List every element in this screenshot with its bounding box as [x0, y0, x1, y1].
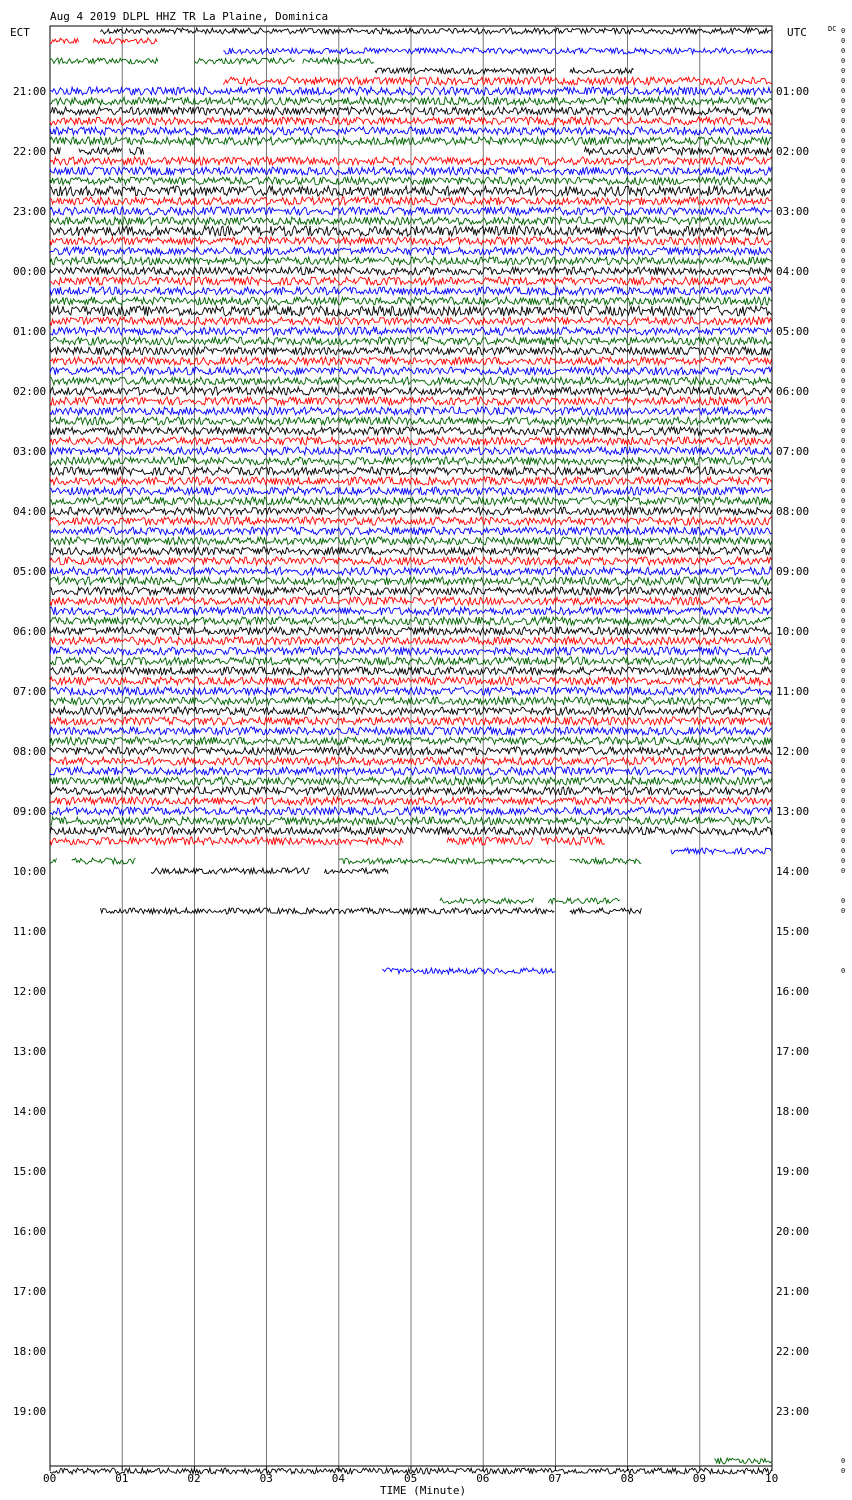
dc-offset-marker: 0: [841, 397, 846, 405]
dc-offset-marker: 0: [841, 837, 846, 845]
dc-offset-marker: 0: [841, 37, 846, 45]
dc-offset-marker: 0: [841, 657, 846, 665]
dc-offset-marker: 0: [841, 67, 846, 75]
x-tick-label: 05: [404, 1472, 418, 1485]
utc-hour-label: 21:00: [776, 1285, 810, 1298]
dc-offset-marker: 0: [841, 507, 846, 515]
dc-offset-marker: 0: [841, 147, 846, 155]
seismic-trace-segment: [151, 868, 310, 874]
seismic-trace-segment: [570, 68, 634, 74]
dc-offset-marker: 0: [841, 737, 846, 745]
dc-offset-marker: 0: [841, 527, 846, 535]
dc-offset-marker: 0: [841, 817, 846, 825]
dc-offset-marker: 0: [841, 707, 846, 715]
dc-label: DC: [828, 25, 837, 33]
dc-offset-marker: 0: [841, 327, 846, 335]
dc-offset-marker: 0: [841, 347, 846, 355]
dc-offset-marker: 0: [841, 97, 846, 105]
ect-hour-label: 18:00: [13, 1345, 47, 1358]
plot-frame: [43, 26, 778, 1485]
utc-hour-label: 20:00: [776, 1225, 810, 1238]
x-tick-label: 10: [765, 1472, 779, 1485]
ect-hour-label: 10:00: [13, 865, 47, 878]
dc-offset-marker: 0: [841, 537, 846, 545]
dc-offset-marker: 0: [841, 77, 846, 85]
dc-offset-marker: 0: [841, 267, 846, 275]
dc-offset-marker: 0: [841, 137, 846, 145]
ect-hour-label: 15:00: [13, 1165, 47, 1178]
utc-axis-label: UTC: [787, 26, 807, 39]
dc-offset-marker: 0: [841, 417, 846, 425]
ect-hour-label: 07:00: [13, 685, 47, 698]
utc-hour-label: 10:00: [776, 625, 810, 638]
dc-offset-marker: 0: [841, 407, 846, 415]
dc-offset-marker: 0: [841, 427, 846, 435]
seismic-trace-segment: [541, 837, 605, 845]
dc-offset-marker: 0: [841, 167, 846, 175]
utc-hour-label: 07:00: [776, 445, 810, 458]
dc-offset-marker: 0: [841, 647, 846, 655]
dc-offset-marker: 0: [841, 747, 846, 755]
dc-offset-marker: 0: [841, 487, 846, 495]
seismic-trace-segment: [101, 28, 772, 34]
dc-offset-marker: 0: [841, 477, 846, 485]
seismic-trace-segment: [79, 148, 122, 155]
dc-offset-marker: 0: [841, 307, 846, 315]
ect-hour-label: 09:00: [13, 805, 47, 818]
dc-offset-marker: 0: [841, 377, 846, 385]
utc-hour-label: 01:00: [776, 85, 810, 98]
dc-offset-marker: 0: [841, 577, 846, 585]
dc-offset-marker: 0: [841, 777, 846, 785]
dc-offset-marker: 0: [841, 197, 846, 205]
dc-offset-marker: 0: [841, 907, 846, 915]
dc-offset-marker: 0: [841, 237, 846, 245]
dc-offset-marker: 0: [841, 357, 846, 365]
dc-offset-marker: 0: [841, 637, 846, 645]
x-tick-label: 06: [476, 1472, 490, 1485]
ect-hour-label: 13:00: [13, 1045, 47, 1058]
seismic-trace-segment: [375, 68, 554, 74]
dc-offset-marker: 0: [841, 497, 846, 505]
dc-offset-marker: 0: [841, 967, 846, 975]
ect-hour-label: 04:00: [13, 505, 47, 518]
dc-offset-marker: 0: [841, 157, 846, 165]
seismic-trace-segment: [447, 837, 533, 845]
ect-hour-label: 21:00: [13, 85, 47, 98]
dc-offset-marker: 0: [841, 287, 846, 295]
utc-hour-label: 15:00: [776, 925, 810, 938]
dc-offset-marker: 0: [841, 297, 846, 305]
dc-offset-marker: 0: [841, 437, 846, 445]
seismic-trace-segment: [440, 898, 534, 904]
dc-offset-marker: 0: [841, 177, 846, 185]
dc-offset-marker: 0: [841, 107, 846, 115]
seismic-trace-segment: [324, 868, 388, 874]
seismic-trace-segment: [671, 848, 771, 854]
dc-offset-marker: 0: [841, 87, 846, 95]
x-axis-label: TIME (Minute): [380, 1484, 467, 1497]
ect-hour-label: 06:00: [13, 625, 47, 638]
dc-offset-marker: 0: [841, 1457, 846, 1465]
seismic-trace-segment: [93, 38, 157, 44]
utc-hour-label: 08:00: [776, 505, 810, 518]
x-tick-label: 02: [187, 1472, 201, 1485]
dc-offset-marker: 0: [841, 827, 846, 835]
seismic-trace-segment: [194, 58, 294, 64]
x-tick-label: 08: [620, 1472, 634, 1485]
seismic-trace-segment: [382, 968, 555, 974]
chart-title: Aug 4 2019 DLPL HHZ TR La Plaine, Dominica: [50, 10, 329, 23]
seismic-trace-segment: [714, 1458, 771, 1464]
ect-hour-label: 02:00: [13, 385, 47, 398]
utc-hour-label: 12:00: [776, 745, 810, 758]
x-tick-label: 03: [259, 1472, 273, 1485]
dc-offset-marker: 0: [841, 227, 846, 235]
dc-offset-marker: 0: [841, 757, 846, 765]
dc-offset-marker: 0: [841, 617, 846, 625]
ect-hour-label: 14:00: [13, 1105, 47, 1118]
dc-offset-marker: 0: [841, 47, 846, 55]
dc-offset-marker: 0: [841, 547, 846, 555]
utc-hour-label: 05:00: [776, 325, 810, 338]
ect-hour-label: 05:00: [13, 565, 47, 578]
seismic-trace-segment: [223, 77, 772, 85]
ect-hour-label: 16:00: [13, 1225, 47, 1238]
dc-offset-marker: 0: [841, 567, 846, 575]
dc-offset-marker: 0: [841, 457, 846, 465]
dc-offset-marker: 0: [841, 847, 846, 855]
utc-hour-label: 14:00: [776, 865, 810, 878]
dc-offset-marker: 0: [841, 767, 846, 775]
seismic-trace-segment: [72, 858, 136, 864]
dc-offset-marker: 0: [841, 717, 846, 725]
dc-offset-marker: 0: [841, 247, 846, 255]
dc-offset-marker: 0: [841, 627, 846, 635]
utc-hour-label: 18:00: [776, 1105, 810, 1118]
seismic-trace-segment: [570, 908, 642, 914]
utc-hour-label: 13:00: [776, 805, 810, 818]
ect-hour-label: 00:00: [13, 265, 47, 278]
dc-offset-marker: 0: [841, 387, 846, 395]
dc-offset-marker: 0: [841, 367, 846, 375]
dc-offset-marker: 0: [841, 607, 846, 615]
utc-hour-label: 17:00: [776, 1045, 810, 1058]
dc-offset-marker: 0: [841, 557, 846, 565]
x-tick-label: 09: [692, 1472, 707, 1485]
dc-offset-marker: 0: [841, 57, 846, 65]
seismic-trace-segment: [584, 147, 771, 155]
dc-offset-marker: 0: [841, 1467, 846, 1475]
dc-offset-marker: 0: [841, 517, 846, 525]
seismic-trace-segment: [570, 858, 642, 864]
dc-offset-marker: 0: [841, 467, 846, 475]
dc-offset-marker: 0: [841, 857, 846, 865]
seismic-trace-segment: [548, 898, 620, 904]
utc-hour-label: 04:00: [776, 265, 810, 278]
dc-offset-marker: 0: [841, 447, 846, 455]
seismic-trace-segment: [339, 858, 555, 864]
dc-offset-marker: 0: [841, 187, 846, 195]
dc-offset-marker: 0: [841, 217, 846, 225]
dc-offset-marker: 0: [841, 727, 846, 735]
utc-hour-label: 22:00: [776, 1345, 810, 1358]
ect-hour-label: 03:00: [13, 445, 47, 458]
dc-offset-marker: 0: [841, 897, 846, 905]
dc-offset-marker: 0: [841, 697, 846, 705]
dc-offset-marker: 0: [841, 27, 846, 35]
dc-offset-marker: 0: [841, 867, 846, 875]
ect-hour-label: 12:00: [13, 985, 47, 998]
seismic-trace-segment: [223, 48, 772, 54]
dc-offset-marker: 0: [841, 277, 846, 285]
utc-hour-label: 16:00: [776, 985, 810, 998]
dc-offset-marker: 0: [841, 667, 846, 675]
dc-offset-marker: 0: [841, 117, 846, 125]
utc-hour-label: 19:00: [776, 1165, 810, 1178]
utc-hour-label: 02:00: [776, 145, 810, 158]
seismic-trace-segment: [129, 147, 143, 154]
ect-axis-label: ECT: [10, 26, 30, 39]
ect-hour-label: 08:00: [13, 745, 47, 758]
dc-offset-marker: 0: [841, 797, 846, 805]
ect-hour-label: 11:00: [13, 925, 47, 938]
seismic-trace-segment: [50, 147, 60, 154]
dc-offset-marker: 0: [841, 127, 846, 135]
dc-offset-marker: 0: [841, 597, 846, 605]
ect-hour-label: 22:00: [13, 145, 47, 158]
dc-offset-marker: 0: [841, 207, 846, 215]
x-tick-label: 04: [331, 1472, 346, 1485]
seismic-trace-segment: [50, 58, 158, 64]
utc-hour-label: 09:00: [776, 565, 810, 578]
dc-offset-marker: 0: [841, 317, 846, 325]
x-tick-label: 00: [43, 1472, 57, 1485]
ect-hour-label: 19:00: [13, 1405, 47, 1418]
dc-offset-marker: 0: [841, 677, 846, 685]
dc-offset-marker: 0: [841, 787, 846, 795]
utc-hour-label: 11:00: [776, 685, 810, 698]
seismic-trace-segment: [50, 38, 79, 43]
seismic-trace-segment: [50, 858, 57, 863]
seismic-trace-segment: [50, 837, 404, 845]
utc-hour-label: 06:00: [776, 385, 810, 398]
ect-hour-label: 01:00: [13, 325, 47, 338]
ect-hour-label: 23:00: [13, 205, 47, 218]
dc-offset-marker: 0: [841, 587, 846, 595]
utc-hour-label: 03:00: [776, 205, 810, 218]
dc-offset-marker: 0: [841, 807, 846, 815]
seismic-trace-segment: [101, 908, 555, 914]
x-tick-label: 07: [548, 1472, 562, 1485]
utc-hour-label: 23:00: [776, 1405, 810, 1418]
ect-hour-label: 17:00: [13, 1285, 47, 1298]
dc-offset-marker: 0: [841, 337, 846, 345]
dc-offset-marker: 0: [841, 687, 846, 695]
dc-offset-marker: 0: [841, 257, 846, 265]
x-tick-label: 01: [115, 1472, 129, 1485]
